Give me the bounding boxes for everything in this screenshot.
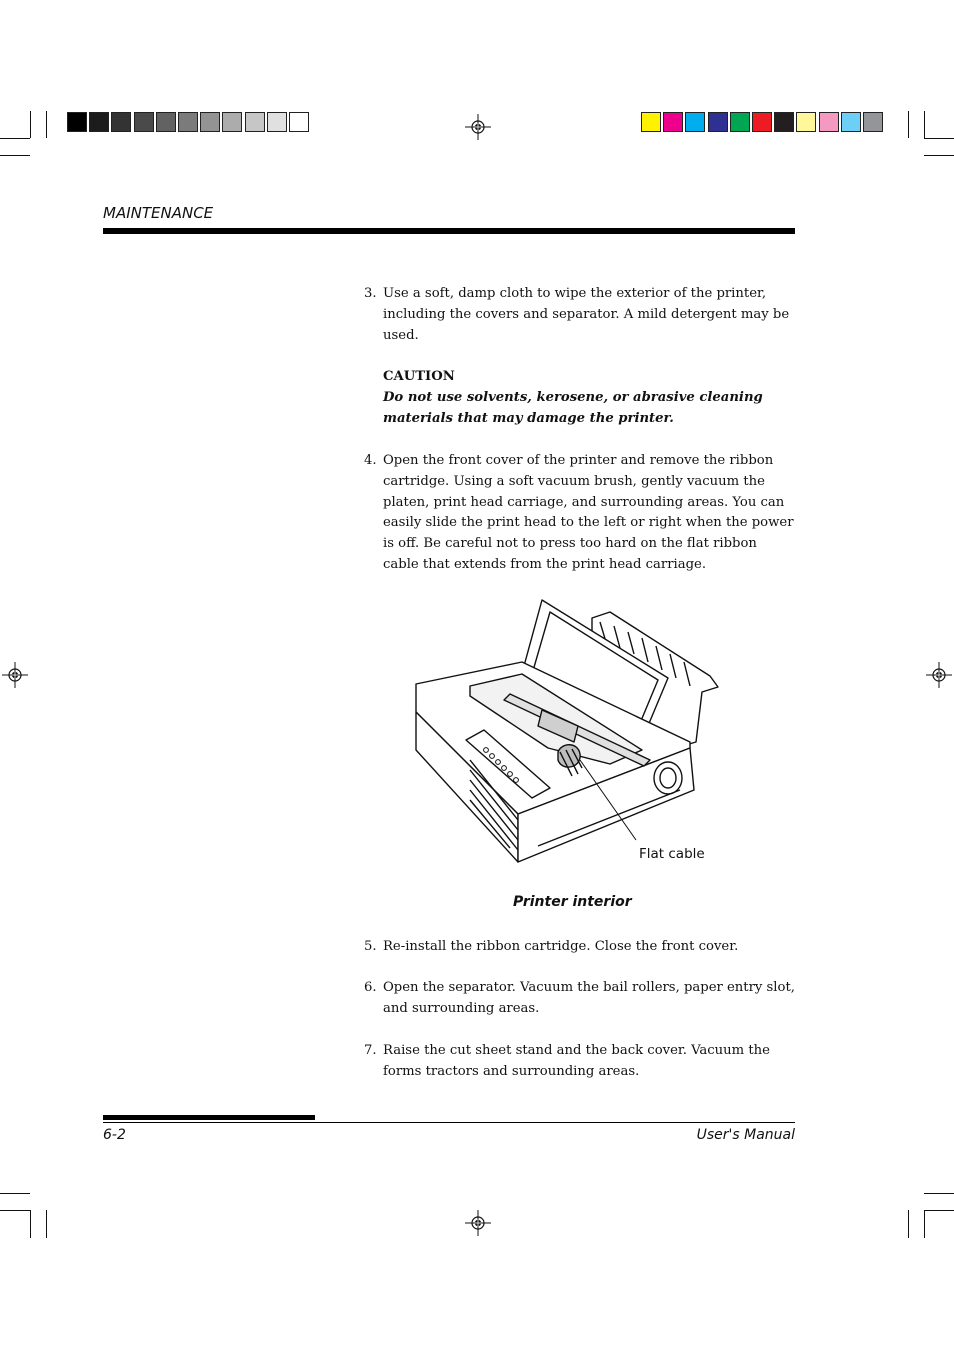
color-swatch [134,112,154,132]
printer-interior-illustration [410,592,730,872]
crop-mark [924,1210,954,1211]
crop-mark [924,111,925,138]
crop-mark [924,138,954,139]
color-swatch [730,112,750,132]
crop-mark [0,1210,30,1211]
crop-mark [0,1193,30,1194]
flat-cable-callout: Flat cable [639,846,705,862]
step-text: Use a soft, damp cloth to wipe the exterior of the printer, including the covers and separator. A mild detergent may be used. [383,286,790,343]
color-swatch [863,112,883,132]
color-swatch [178,112,198,132]
color-swatch [89,112,109,132]
section-header: MAINTENANCE [103,204,214,222]
registration-target-icon [465,114,491,140]
crop-mark [30,1210,31,1238]
color-swatch [819,112,839,132]
figure-caption: Printer interior [513,894,632,910]
caution-title: CAUTION [383,369,455,384]
color-swatch [245,112,265,132]
registration-target-icon [465,1210,491,1236]
crop-mark [908,111,909,138]
footer-rule [103,1122,795,1123]
step-text: Re-install the ribbon cartridge. Close the front cover. [383,939,739,954]
footer-bar [103,1115,315,1120]
crop-mark [46,111,47,138]
step-number: 7. [364,1043,377,1058]
crop-mark [30,111,31,138]
crop-mark [924,155,954,156]
color-swatch [752,112,772,132]
color-swatch [289,112,309,132]
step-number: 5. [364,939,377,954]
crop-mark [0,138,30,139]
step-number: 3. [364,286,377,301]
color-swatch [685,112,705,132]
color-swatch [67,112,87,132]
step-text: Open the front cover of the printer and remove the ribbon cartridge. Using a soft vacuum brush, gently vacuum the platen, print head carriage, and surrounding areas. You can easily slide the print head to the left or right when the power is off. Be careful not to press too hard on the flat ribbon cable that extends from the print head carriage. [383,453,794,572]
color-swatch [156,112,176,132]
step-text: Raise the cut sheet stand and the back cover. Vacuum the forms tractors and surrounding areas. [383,1043,770,1079]
crop-mark [46,1210,47,1238]
step-text: Open the separator. Vacuum the bail rollers, paper entry slot, and surrounding areas. [383,980,795,1016]
registration-target-icon [926,662,952,688]
step-number: 6. [364,980,377,995]
color-swatch [796,112,816,132]
page-number: 6-2 [103,1127,126,1143]
step-number: 4. [364,453,377,468]
caution-body: Do not use solvents, kerosene, or abrasive cleaning materials that may damage the printer. [383,389,763,426]
color-swatch [774,112,794,132]
color-swatch [641,112,661,132]
color-swatch [111,112,131,132]
header-rule [103,228,795,234]
crop-mark [924,1193,954,1194]
color-swatch [267,112,287,132]
color-swatch [708,112,728,132]
crop-mark [908,1210,909,1238]
registration-target-icon [2,662,28,688]
color-swatch [841,112,861,132]
manual-title: User's Manual [696,1127,795,1143]
color-swatch [200,112,220,132]
crop-mark [924,1210,925,1238]
color-swatch [663,112,683,132]
caution-block [383,367,795,429]
crop-mark [0,155,30,156]
color-swatch [222,112,242,132]
